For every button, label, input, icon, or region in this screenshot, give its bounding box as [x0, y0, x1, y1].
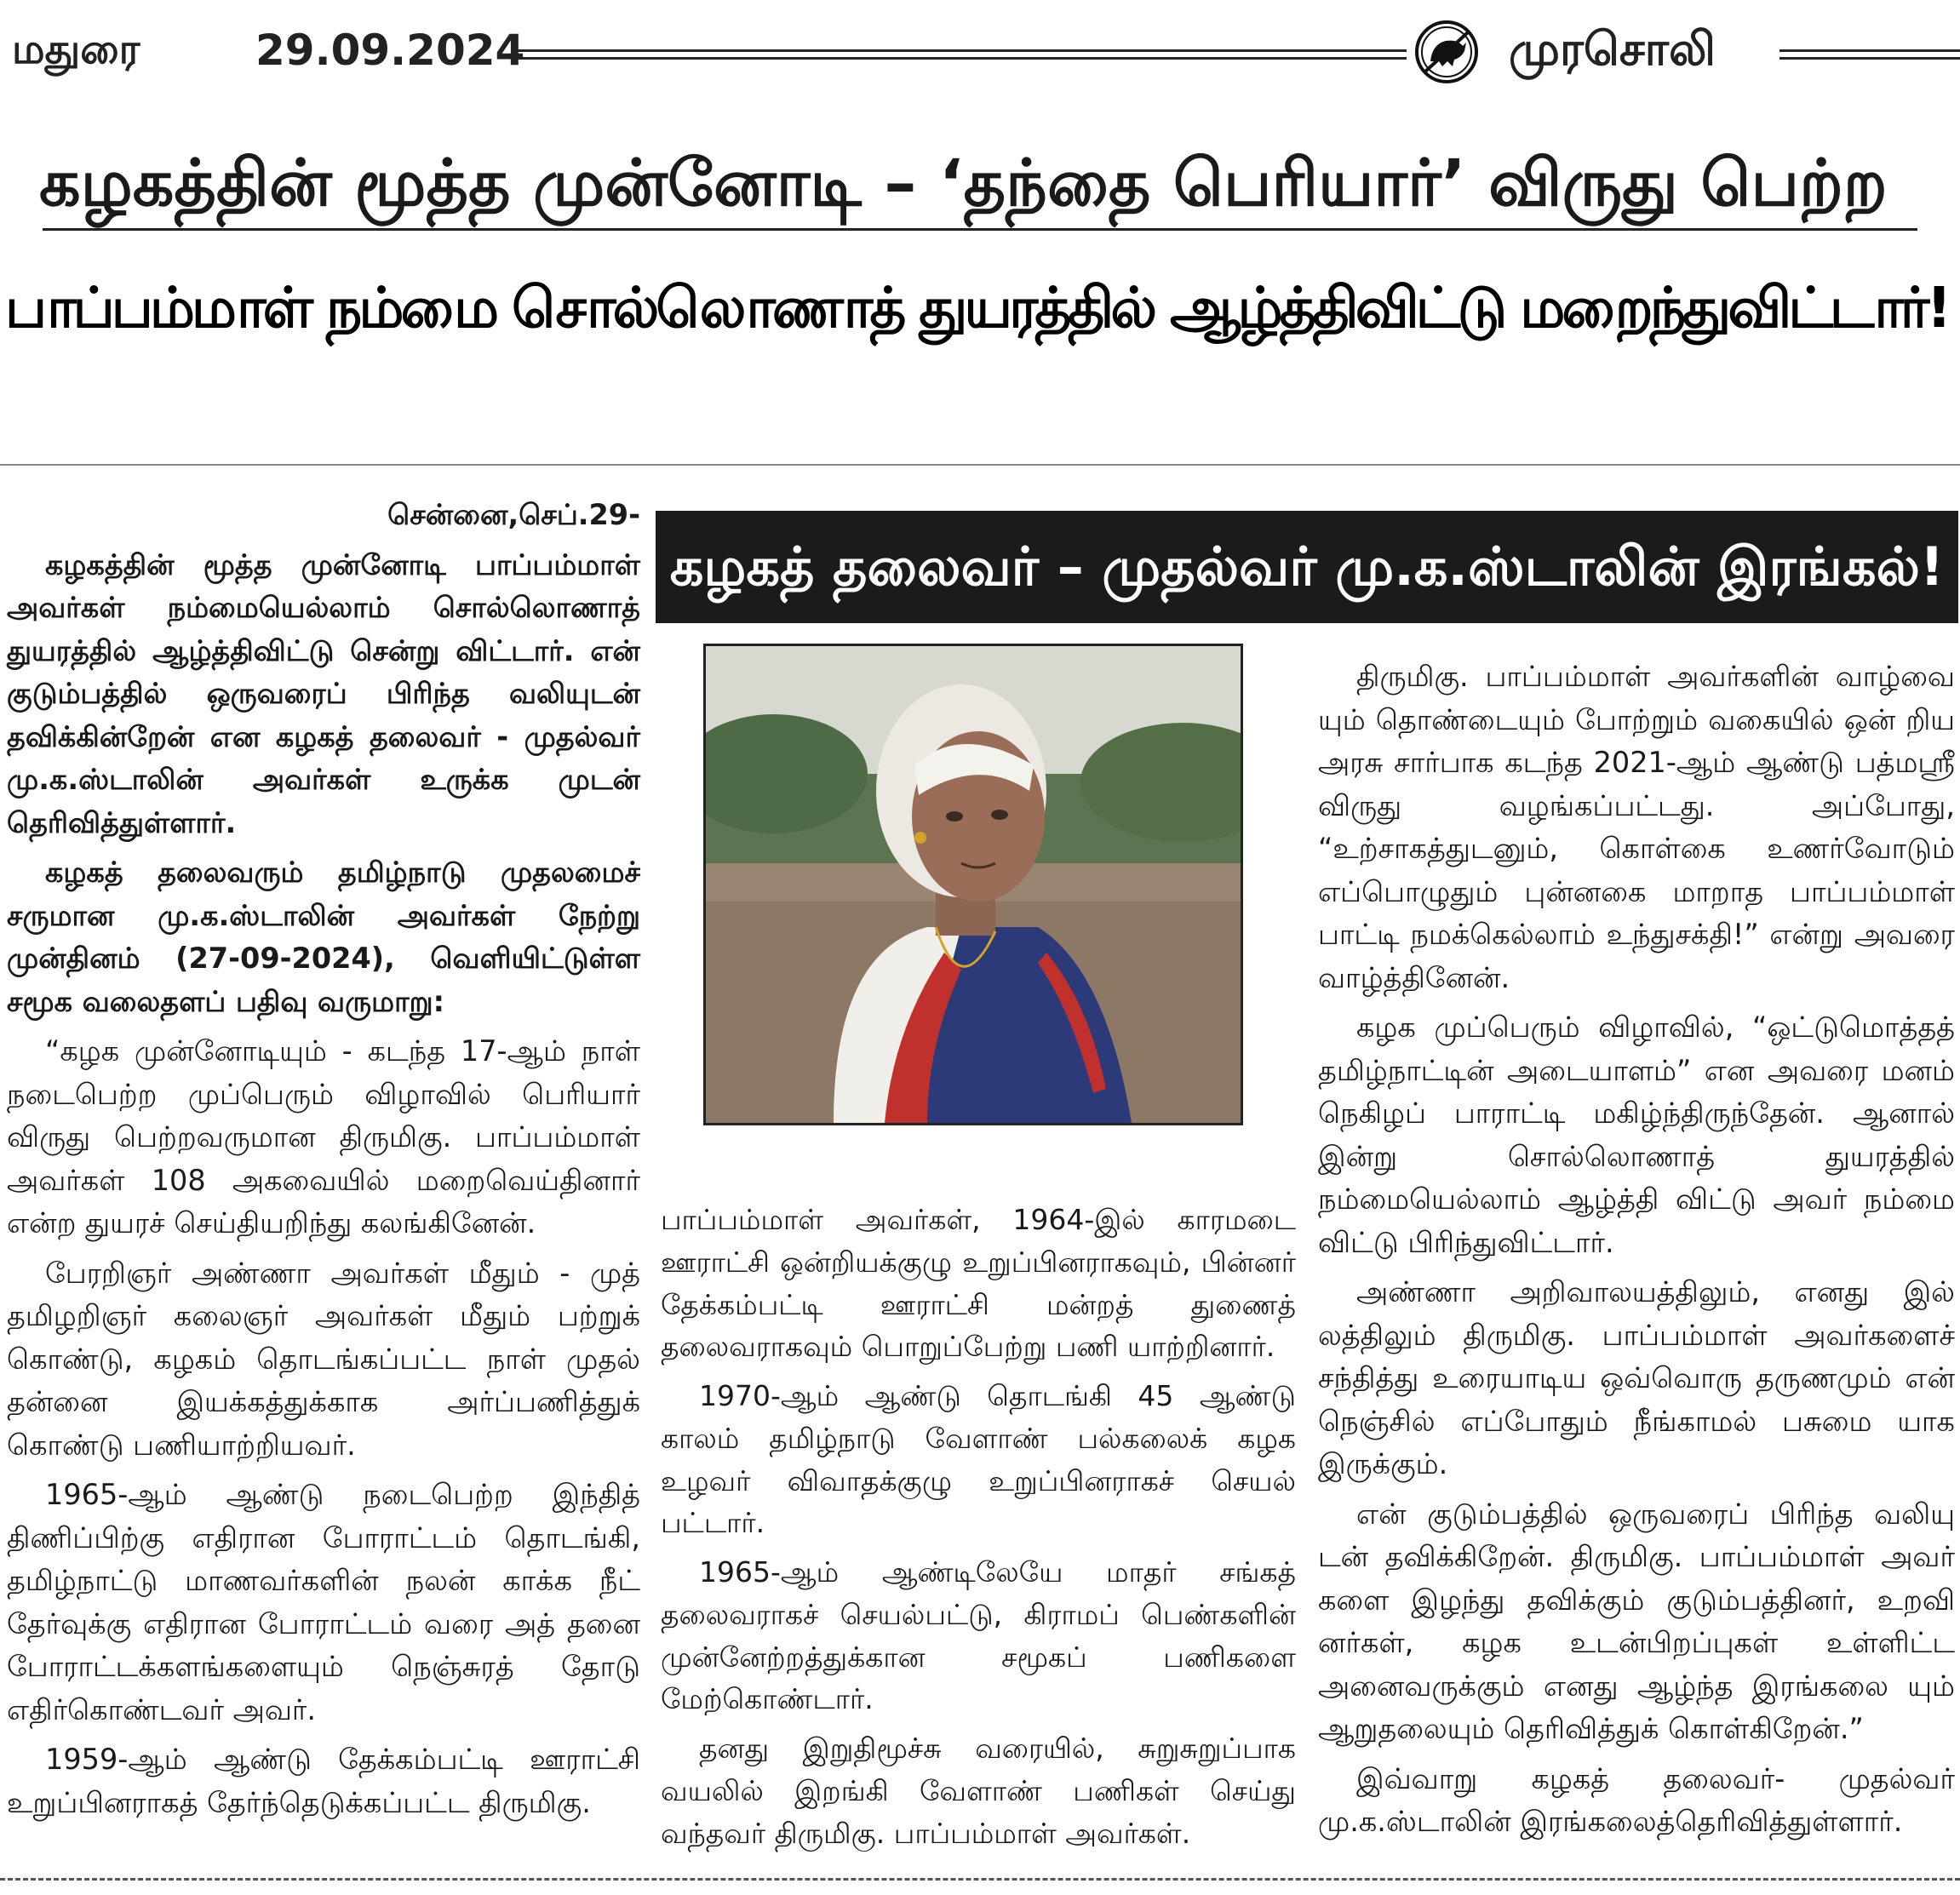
paragraph: கழகத்தின் மூத்த முன்னோடி பாப்பம்மாள் அவர்கள் நம்மையெல்லாம் சொல்லொணாத் துயரத்தில் ஆழ்த்திவிட்டு சென்று விட்டார். என் குடும்பத்தில் ஒருவரைப் பிரிந்த வலியுடன் தவிக்கின்றேன் என கழகத் தலைவர் - முதல்வர் மு.க.ஸ்டாலின் அவர்கள் உருக்க முடன் தெரிவித்துள்ளார்.: [7, 547, 640, 839]
paragraph: 1959-ஆம் ஆண்டு தேக்கம்பட்டி ஊராட்சி உறுப்பினராகத் தேர்ந்தெடுக்கப்பட்ட திருமிகு.: [7, 1743, 640, 1819]
headline: பாப்பம்மாள் நம்மை சொல்லொணாத் துயரத்தில் ஆழ்த்திவிட்டு மறைந்துவிட்டார்!: [5, 275, 1949, 341]
paragraph: அண்ணா அறிவாலயத்திலும், எனது இல் லத்திலும் திருமிகு. பாப்பம்மாள் அவர்களைச் சந்தித்து உரையாடிய ஒவ்வொரு தருணமும் என் நெஞ்சில் எப்போதும் நீங்காமல் பசுமை யாக இருக்கும்.: [1318, 1275, 1955, 1480]
portrait-photo: [703, 644, 1243, 1125]
paragraph: தனது இறுதிமூச்சு வரையில், சுறுசுறுப்பாக வயலில் இறங்கி வேளாண் பணிகள் செய்து வந்தவர் திருமிகு. பாப்பம்மாள் அவர்கள்.: [661, 1732, 1296, 1850]
masthead: [0, 0, 1960, 102]
subhead: கழகத் தலைவர் – முதல்வர் மு.க.ஸ்டாலின் இரங்கல்!: [669, 535, 1945, 598]
paragraph: திருமிகு. பாப்பம்மாள் அவர்களின் வாழ்வை யும் தொண்டையும் போற்றும் வகையில் ஒன் றிய அரசு சார்பாக கடந்த 2021-ஆம் ஆண்டு பத்மஸ்ரீ விருது வழங்கப்பட்டது. அப்போது, “உற்சாகத்துடனும், கொள்கை உணர்வோடும் எப்பொழுதும் புன்னகை மாறாத பாப்பம்மாள் பாட்டி நமக்கெல்லாம் உந்துசக்தி!” என்று அவரை வாழ்த்தினேன்.: [1318, 660, 1955, 994]
paragraph: பேரறிஞர் அண்ணா அவர்கள் மீதும் - முத் தமிழறிஞர் கலைஞர் அவர்கள் மீதும் பற்றுக் கொண்டு, கழகம் தொடங்கப்பட்ட நாள் முதல் தன்னை இயக்கத்துக்காக அர்ப்பணித்துக் கொண்டு பணியாற்றியவர்.: [7, 1256, 640, 1462]
kicker: கழகத்தின் மூத்த முன்னோடி – ‘தந்தை பெரியார்’ விருது பெற்ற: [39, 145, 1888, 220]
masthead-date: 29.09.2024: [255, 26, 525, 75]
paragraph: இவ்வாறு கழகத் தலைவர்- முதல்வர் மு.க.ஸ்டாலின் இரங்கலைத்தெரிவித்துள்ளார்.: [1318, 1761, 1955, 1838]
footer-dashed-rule: [0, 1878, 1960, 1881]
masthead-paper-name: முரசொலி: [1509, 22, 1716, 76]
paragraph: “கழக முன்னோடியும் - கடந்த 17-ஆம் நாள் நடைபெற்ற முப்பெரும் விழாவில் பெரியார் விருது பெற்றவருமான திருமிகு. பாப்பம்மாள் அவர்கள் 108 அகவையில் மறைவெய்தினார் என்ற துயரச் செய்தியறிந்து கலங்கினேன்.: [7, 1034, 640, 1239]
paragraph: 1965-ஆம் ஆண்டிலேயே மாதர் சங்கத் தலைவராகச் செயல்பட்டு, கிராமப் பெண்களின் முன்னேற்றத்துக்கான சமூகப் பணிகளை மேற்கொண்டார்.: [661, 1555, 1296, 1716]
paragraph: 1965-ஆம் ஆண்டு நடைபெற்ற இந்தித் திணிப்பிற்கு எதிரான போராட்டம் தொடங்கி, தமிழ்நாட்டு மாணவர்களின் நலன் காக்க நீட் தேர்வுக்கு எதிரான போராட்டம் வரை அத் தனை போராட்டக்களங்களையும் நெஞ்சுரத் தோடு எதிர்கொண்டவர் அவர்.: [7, 1478, 640, 1726]
masthead-city: மதுரை: [12, 26, 140, 73]
elderly-woman-portrait-icon: [706, 646, 1241, 1123]
paragraph: கழக முப்பெரும் விழாவில், “ஒட்டுமொத்தத் தமிழ்நாட்டின் அடையாளம்” என அவரை மனம் நெகிழப் பாராட்டி மகிழ்ந்திருந்தேன். ஆனால் இன்று சொல்லொணாத் துயரத்தில் நம்மையெல்லாம் ஆழ்த்தி விட்டு அவர் நம்மை விட்டு பிரிந்துவிட்டார்.: [1318, 1010, 1955, 1259]
masthead-rule-left: [513, 49, 1407, 60]
paragraph: 1970-ஆம் ஆண்டு தொடங்கி 45 ஆண்டு காலம் தமிழ்நாடு வேளாண் பல்கலைக் கழக உழவர் விவாதக்குழு உறுப்பினராகச் செயல் பட்டார்.: [661, 1379, 1296, 1540]
headline-separator: [0, 464, 1960, 466]
dateline: சென்னை,செப்.29-: [387, 498, 640, 531]
paragraph: கழகத் தலைவரும் தமிழ்நாடு முதலமைச் சருமான மு.க.ஸ்டாலின் அவர்கள் நேற்று முன்தினம் (27-09-2024), வெளியிட்டுள்ள சமூக வலைதளப் பதிவு வருமாறு:: [7, 856, 640, 1018]
paragraph: பாப்பம்மாள் அவர்கள், 1964-இல் காரமடை ஊராட்சி ஒன்றியக்குழு உறுப்பினராகவும், பின்னர் தேக்கம்பட்டி ஊராட்சி மன்றத் துணைத் தலைவராகவும் பொறுப்பேற்று பணி யாற்றினார்.: [661, 1203, 1296, 1364]
rising-sun-emblem-icon: [1413, 19, 1480, 85]
article-column-3: [1318, 656, 1955, 1851]
article-column-2: [661, 1199, 1296, 1861]
masthead-rule-right: [1779, 49, 1960, 60]
kicker-rule: [43, 228, 1917, 231]
paragraph: என் குடும்பத்தில் ஒருவரைப் பிரிந்த வலியு டன் தவிக்கிறேன். திருமிகு. பாப்பம்மாள் அவர் களை இழந்து தவிக்கும் குடும்பத்தினர், உறவி னர்கள், கழக உடன்பிறப்புகள் உள்ளிட்ட அனைவருக்கும் எனது ஆழ்ந்த இரங்கலை யும் ஆறுதலையும் தெரிவித்துக் கொள்கிறேன்.”: [1318, 1497, 1955, 1745]
article-column-1: [7, 494, 640, 1831]
